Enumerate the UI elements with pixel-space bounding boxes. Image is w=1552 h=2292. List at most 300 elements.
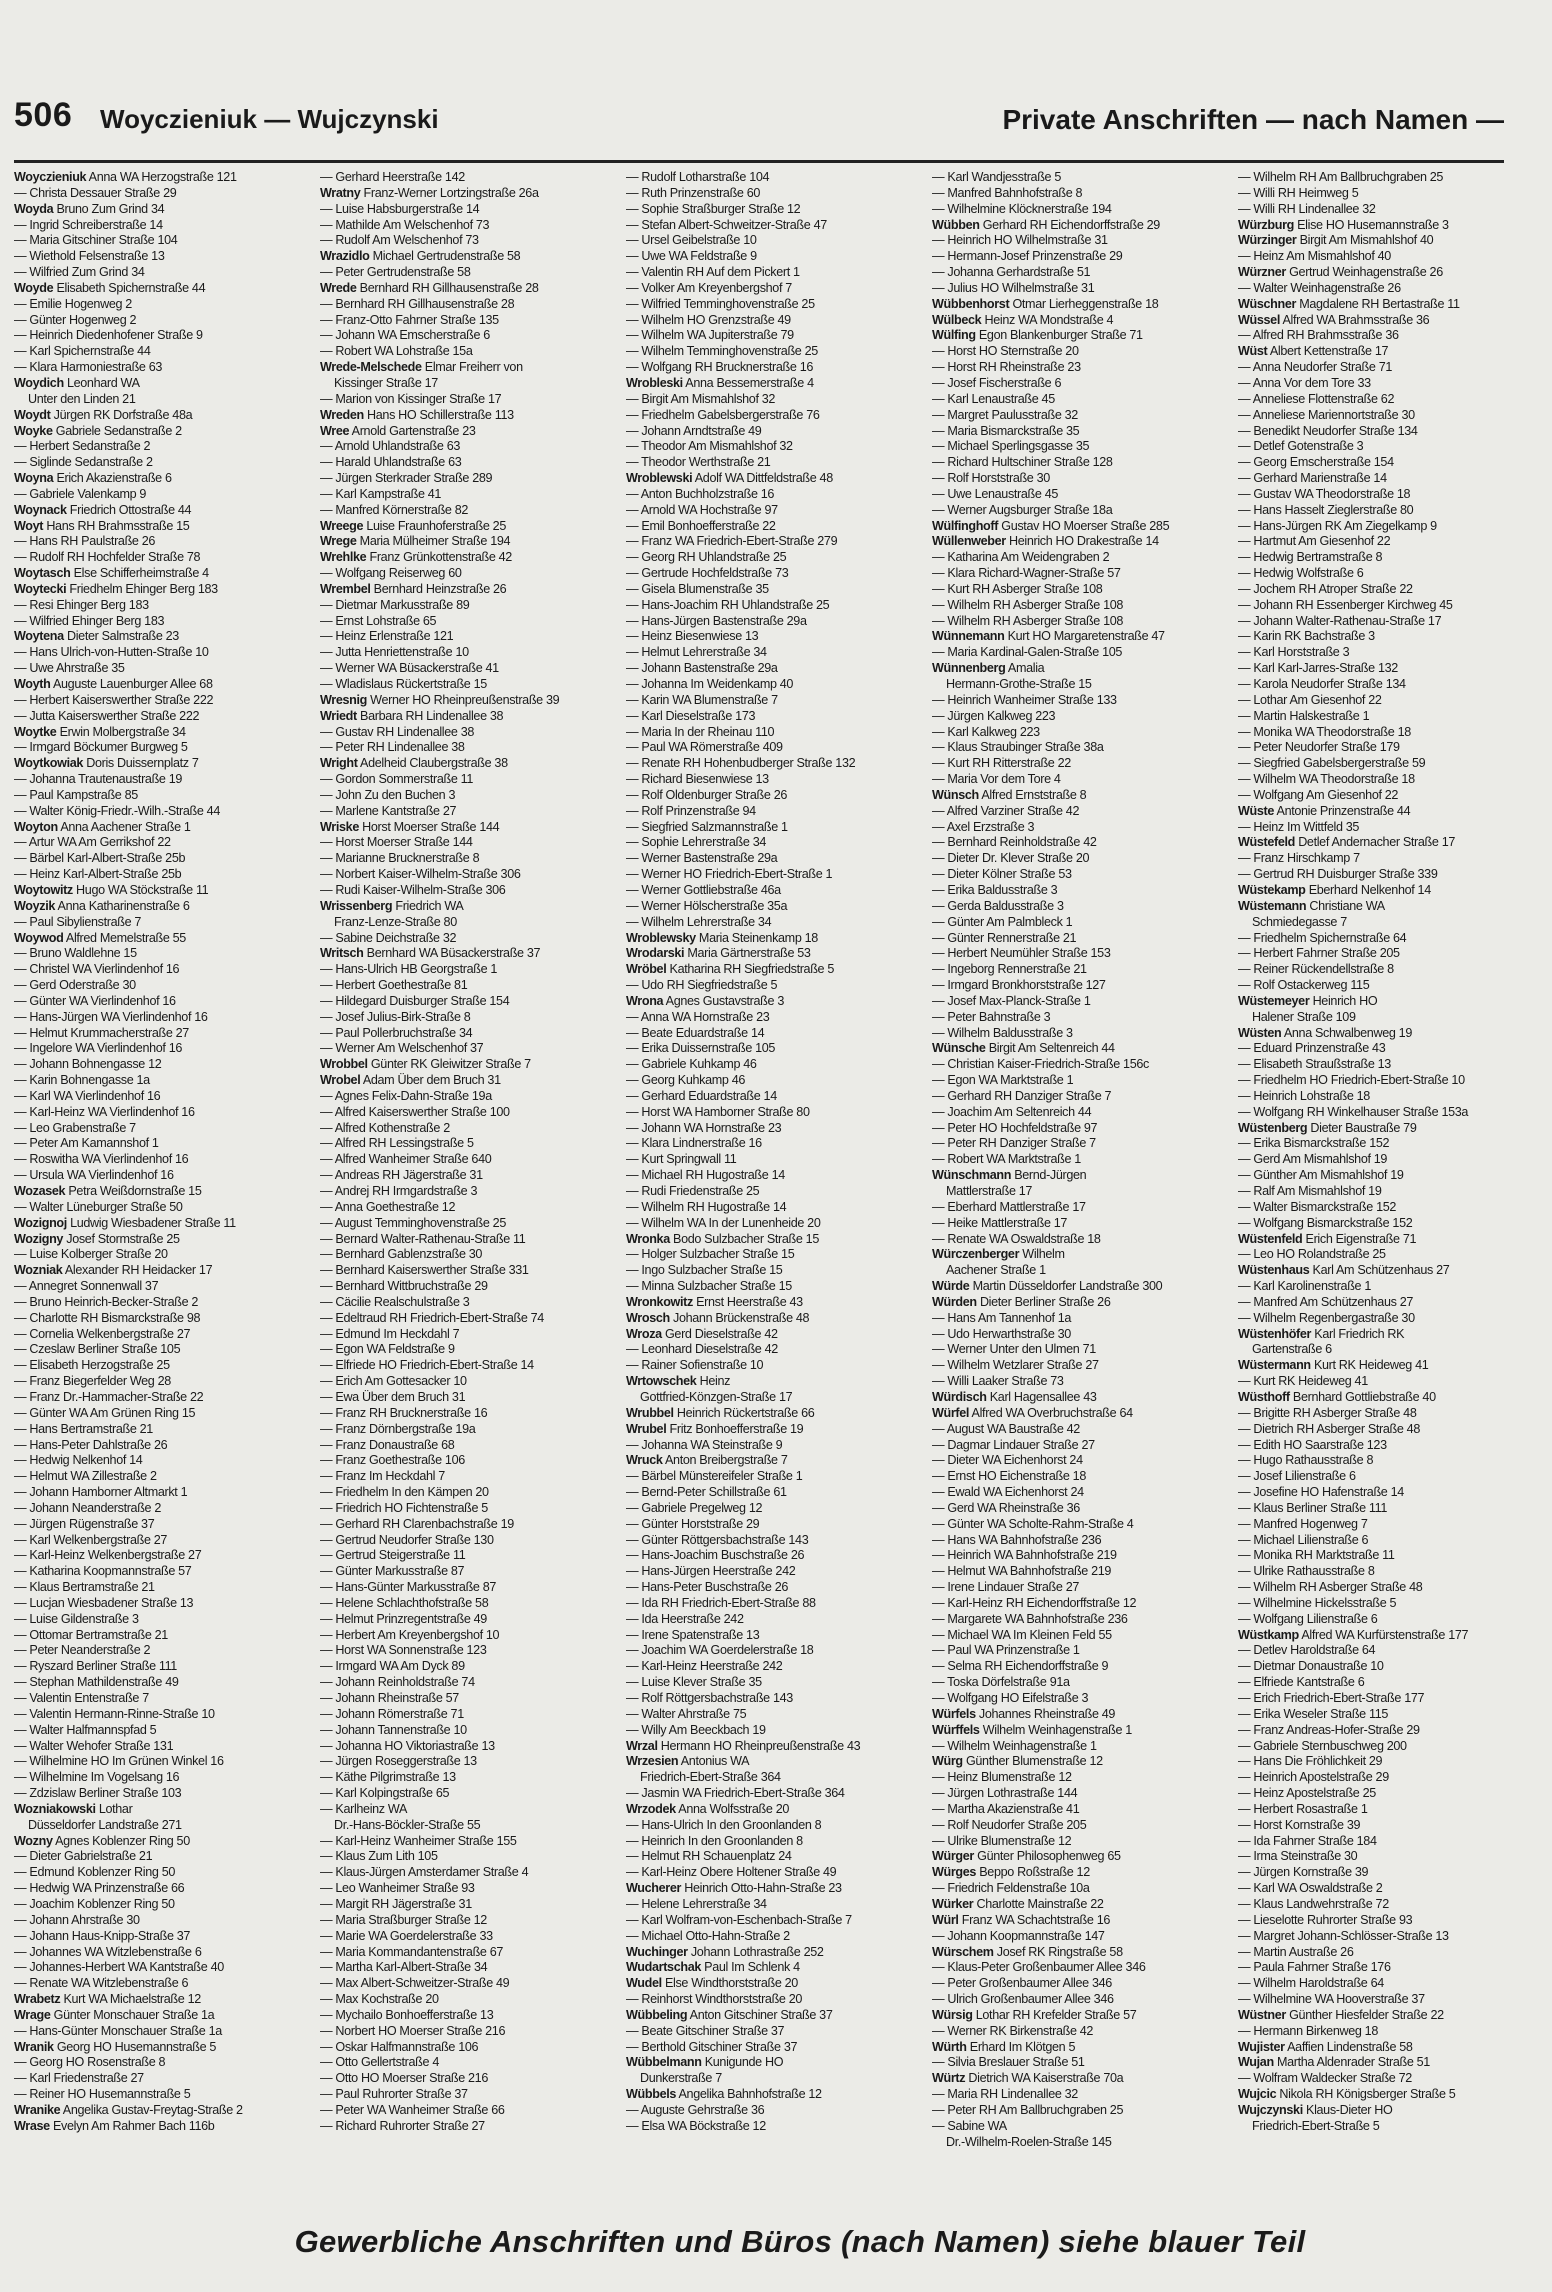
directory-entry: [932, 1232, 1238, 1248]
entry-text: — Maria Straßburger Straße 12: [320, 1912, 487, 1927]
directory-entry: [320, 487, 626, 503]
entry-text: Dieter Berliner Straße 26: [979, 1294, 1111, 1309]
entry-text: — Franz Biegerfelder Weg 28: [14, 1374, 171, 1389]
entry-text: — Wilhelm HO Grenzstraße 49: [626, 312, 791, 327]
directory-entry: [320, 1216, 626, 1232]
surname: Würth: [932, 2039, 967, 2054]
entry-text: — Erika Baldusstraße 3: [932, 882, 1058, 897]
entry-text: Kissinger Straße 17: [334, 375, 438, 390]
entry-text: — Herbert Kaiserswerther Straße 222: [14, 692, 214, 707]
directory-column-3: [626, 170, 932, 2210]
surname: Würczenberger: [932, 1247, 1020, 1262]
directory-entry: [932, 1929, 1238, 1945]
entry-text: Evelyn Am Rahmer Bach 116b: [52, 2118, 215, 2133]
surname-entry: [932, 2071, 1238, 2087]
surname-entry: [1238, 218, 1544, 234]
directory-entry: [932, 1628, 1238, 1644]
directory-entry: [1238, 1723, 1544, 1739]
entry-text: — Günter Röttgersbachstraße 143: [626, 1532, 809, 1547]
entry-text: — Gerhard RH Danziger Straße 7: [932, 1088, 1112, 1103]
surname-entry: [14, 677, 320, 693]
entry-text: — Wilhelmine HO Im Grünen Winkel 16: [14, 1754, 224, 1769]
directory-entry: [932, 487, 1238, 503]
directory-entry: [1238, 1453, 1544, 1469]
surname: Woyda: [14, 201, 54, 216]
surname: Wüstemeyer: [1238, 993, 1310, 1008]
entry-text: Hans HO Schillerstraße 113: [367, 407, 514, 422]
directory-entry: [1238, 931, 1544, 947]
entry-text: Maria Gärtnerstraße 53: [687, 946, 811, 961]
entry-text: Hermann-Grothe-Straße 15: [946, 677, 1092, 691]
surname: Wujister: [1238, 2039, 1285, 2054]
directory-entry: [932, 645, 1238, 661]
directory-entry: [14, 1548, 320, 1564]
directory-entry: [320, 1659, 626, 1675]
surname-entry: [320, 899, 626, 915]
surname: Wruck: [626, 1453, 663, 1468]
directory-entry: [14, 740, 320, 756]
entry-text: — Bruno Waldlehne 15: [14, 946, 137, 961]
entry-text: — Karl Spichernstraße 44: [14, 344, 151, 359]
directory-entry: [932, 804, 1238, 820]
entry-text: — Gordon Sommerstraße 11: [320, 772, 474, 787]
surname: Woyton: [14, 819, 58, 834]
directory-entry: [626, 1723, 932, 1739]
entry-text: Hugo WA Stöckstraße 11: [76, 882, 209, 897]
directory-entry: [320, 1295, 626, 1311]
directory-entry: [932, 2055, 1238, 2071]
directory-entry: [932, 408, 1238, 424]
entry-text: — Karin RK Bachstraße 3: [1238, 629, 1375, 644]
directory-entry: [932, 725, 1238, 741]
directory-entry: [626, 550, 932, 566]
entry-text: — Friedrich HO Fichtenstraße 5: [320, 1500, 488, 1515]
directory-entry: [14, 1136, 320, 1152]
surname: Wüstermann: [1238, 1358, 1311, 1373]
directory-entry: [1238, 725, 1544, 741]
entry-text: — Wilhelm WA In der Lunenheide 20: [626, 1215, 821, 1230]
entry-text: Günther Blumenstraße 12: [965, 1754, 1103, 1769]
directory-entry: [932, 962, 1238, 978]
directory-entry: [626, 1438, 932, 1454]
directory-entry: [320, 1327, 626, 1343]
entry-text: Hans RH Brahmsstraße 15: [46, 518, 190, 533]
entry-text: — Gertrud Steigerstraße 11: [320, 1548, 466, 1563]
directory-entry: [626, 1643, 932, 1659]
entry-text: — Leo HO Rolandstraße 25: [1238, 1247, 1386, 1262]
directory-entry: [932, 1263, 1238, 1279]
directory-entry: [320, 1168, 626, 1184]
directory-entry: [14, 1976, 320, 1992]
surname-entry: [932, 1406, 1238, 1422]
entry-text: Alfred Ernststraße 8: [981, 787, 1087, 802]
entry-text: — Paul Ruhrorter Straße 37: [320, 2087, 468, 2102]
entry-text: Aachener Straße 1: [946, 1263, 1046, 1278]
directory-entry: [932, 186, 1238, 202]
directory-entry: [320, 1913, 626, 1929]
entry-text: — Willi Laaker Straße 73: [932, 1374, 1064, 1389]
surname: Wudartschak: [626, 1960, 702, 1975]
surname: Woytkowiak: [14, 756, 84, 771]
surname: Woywod: [14, 930, 64, 945]
directory-entry: [320, 1960, 626, 1976]
entry-text: — Franz RH Brucknerstraße 16: [320, 1405, 488, 1420]
entry-text: Elmar Freiherr von: [424, 360, 523, 375]
entry-text: — Hans Am Tannenhof 1a: [932, 1310, 1072, 1325]
surname-entry: [932, 1865, 1238, 1881]
directory-entry: [14, 1723, 320, 1739]
directory-entry: [932, 693, 1238, 709]
entry-text: — Dietrich RH Asberger Straße 48: [1238, 1421, 1420, 1436]
entry-text: — Richard Biesenwiese 13: [626, 772, 769, 787]
directory-entry: [320, 1232, 626, 1248]
entry-text: — Richard Ruhrorter Straße 27: [320, 2118, 485, 2133]
directory-entry: [320, 1089, 626, 1105]
surname: Wriske: [320, 819, 359, 834]
entry-text: Anna Bessemerstraße 4: [685, 375, 814, 390]
directory-entry: [932, 2024, 1238, 2040]
entry-text: — Hans-Joachim RH Uhlandstraße 25: [626, 597, 830, 612]
directory-entry: [626, 1707, 932, 1723]
entry-text: Kurt HO Margaretenstraße 47: [1007, 629, 1165, 644]
entry-text: — Hans Bertramstraße 21: [14, 1421, 153, 1436]
directory-entry: [626, 614, 932, 630]
directory-entry: [320, 1263, 626, 1279]
directory-entry: [932, 1073, 1238, 1089]
directory-entry: [14, 788, 320, 804]
surname-entry: [932, 661, 1238, 677]
entry-text: — Maria Kardinal-Galen-Straße 105: [932, 645, 1123, 660]
entry-text: — Wladislaus Rückertstraße 15: [320, 677, 487, 691]
entry-text: — Erika Bismarckstraße 152: [1238, 1136, 1390, 1151]
entry-text: — Annegret Sonnenwall 37: [14, 1279, 159, 1294]
surname: Wüste: [1238, 803, 1275, 818]
directory-entry: [626, 1548, 932, 1564]
entry-text: — Karl Wandjesstraße 5: [932, 170, 1062, 184]
entry-text: Anton Gitschiner Straße 37: [689, 2007, 833, 2022]
directory-entry: [320, 772, 626, 788]
surname-entry: [932, 519, 1238, 535]
directory-entry: [626, 709, 932, 725]
entry-text: — Hermann-Josef Prinzenstraße 29: [932, 249, 1123, 264]
surname: Wüst: [1238, 344, 1268, 359]
entry-text: — Andrej RH Irmgardstraße 3: [320, 1184, 478, 1198]
entry-text: — Johann Bastenstraße 29a: [626, 661, 778, 676]
entry-text: — Bernard Walter-Rathenau-Straße 11: [320, 1231, 526, 1246]
directory-entry: [320, 1849, 626, 1865]
entry-text: — Heinz Im Wittfeld 35: [1238, 819, 1360, 834]
entry-text: — Paul WA Römerstraße 409: [626, 740, 783, 755]
entry-text: — Heinz Apostelstraße 25: [1238, 1786, 1376, 1801]
entry-text: — Karin WA Blumenstraße 7: [626, 692, 778, 707]
entry-text: — Jochem RH Atroper Straße 22: [1238, 581, 1413, 596]
directory-entry: [320, 1358, 626, 1374]
directory-entry: [320, 867, 626, 883]
surname-entry: [932, 1168, 1238, 1184]
directory-entry: [320, 1770, 626, 1786]
entry-text: Kurt WA Michaelstraße 12: [63, 1992, 201, 2007]
directory-entry: [626, 582, 932, 598]
directory-entry: [932, 899, 1238, 915]
entry-text: — Edmund Koblenzer Ring 50: [14, 1865, 176, 1880]
surname: Wüsten: [1238, 1025, 1282, 1040]
entry-text: Ludwig Wiesbadener Straße 11: [70, 1215, 236, 1230]
surname: Wrubel: [626, 1421, 667, 1436]
surname-entry: [932, 1707, 1238, 1723]
surname-entry: [14, 519, 320, 535]
surname-entry: [626, 1406, 932, 1422]
entry-text: — Horst Kornstraße 39: [1238, 1817, 1361, 1832]
directory-entry: [320, 439, 626, 455]
entry-text: — Christel WA Vierlindenhof 16: [14, 962, 180, 977]
entry-text: — Anna Vor dem Tore 33: [1238, 375, 1371, 390]
entry-text: Anna Katharinenstraße 6: [57, 898, 190, 913]
surname-entry: [14, 471, 320, 487]
directory-entry: [1238, 1881, 1544, 1897]
directory-entry: [14, 1010, 320, 1026]
directory-entry: [1238, 1342, 1544, 1358]
entry-text: — Herbert Neumühler Straße 153: [932, 946, 1111, 961]
entry-text: — Gerhard Heerstraße 142: [320, 170, 465, 184]
directory-entry: [626, 851, 932, 867]
surname: Würsig: [932, 2007, 973, 2022]
directory-entry: [1238, 1929, 1544, 1945]
entry-text: — Franz WA Friedrich-Ebert-Straße 279: [626, 534, 838, 549]
directory-entry: [14, 598, 320, 614]
directory-entry: [14, 867, 320, 883]
directory-entry: [14, 693, 320, 709]
entry-text: Gerhard RH Eichendorffstraße 29: [982, 217, 1160, 232]
entry-text: — Alfred RH Lessingstraße 5: [320, 1136, 474, 1151]
entry-text: — Hedwig Bertramstraße 8: [1238, 550, 1383, 565]
directory-entry: [320, 629, 626, 645]
directory-entry: [932, 1121, 1238, 1137]
entry-text: — Norbert HO Moerser Straße 216: [320, 2023, 506, 2038]
directory-entry: [320, 1041, 626, 1057]
entry-text: — Friedhelm Spichernstraße 64: [1238, 930, 1407, 945]
entry-text: — Herbert Goethestraße 81: [320, 978, 468, 993]
surname-entry: [932, 297, 1238, 313]
directory-entry: [626, 1580, 932, 1596]
directory-entry: [1238, 1675, 1544, 1691]
directory-entry: [320, 1136, 626, 1152]
entry-text: — Dieter Gabrielstraße 21: [14, 1849, 153, 1864]
entry-text: — Beate Eduardstraße 14: [626, 1025, 765, 1040]
entry-text: — Werner Hölscherstraße 35a: [626, 898, 788, 913]
directory-entry: [1238, 202, 1544, 218]
directory-entry: [626, 740, 932, 756]
surname-entry: [1238, 2040, 1544, 2056]
entry-text: — Karin Bohnengasse 1a: [14, 1073, 150, 1088]
entry-text: Günter Philosophenweg 65: [977, 1849, 1121, 1864]
entry-text: — Ursula WA Vierlindenhof 16: [14, 1168, 174, 1183]
surname-entry: [1238, 2008, 1544, 2024]
entry-text: — Gerd Am Mismahlshof 19: [1238, 1152, 1388, 1167]
entry-text: Erich Eigenstraße 71: [1305, 1231, 1417, 1246]
surname: Wujan: [1238, 2055, 1274, 2070]
entry-text: Barbara RH Lindenallee 38: [360, 708, 504, 723]
directory-entry: [14, 313, 320, 329]
directory-entry: [1238, 1533, 1544, 1549]
entry-text: — Heinrich Lohstraße 18: [1238, 1088, 1370, 1103]
surname-entry: [626, 471, 932, 487]
entry-text: — Ida RH Friedrich-Ebert-Straße 88: [626, 1595, 816, 1610]
surname-entry: [626, 2087, 932, 2103]
directory-entry: [932, 566, 1238, 582]
surname-entry: [14, 170, 320, 186]
entry-text: — Erich Friedrich-Ebert-Straße 177: [1238, 1691, 1425, 1705]
surname-entry: [1238, 1628, 1544, 1644]
directory-entry: [626, 1073, 932, 1089]
surname-entry: [14, 883, 320, 899]
directory-entry: [320, 503, 626, 519]
entry-text: Franz-Lenze-Straße 80: [334, 914, 457, 929]
directory-entry: [320, 1390, 626, 1406]
directory-entry: [932, 376, 1238, 392]
directory-entry: [626, 1136, 932, 1152]
directory-entry: [932, 851, 1238, 867]
entry-text: Bodo Sulzbacher Straße 15: [673, 1231, 819, 1246]
entry-text: Klaus-Dieter HO: [1306, 2102, 1393, 2117]
entry-text: Leonhard WA: [66, 375, 140, 390]
directory-entry: [14, 392, 320, 408]
entry-text: — Heinrich Diedenhofener Straße 9: [14, 328, 203, 343]
entry-text: — Gertrude Hochfeldstraße 73: [626, 566, 789, 581]
entry-text: — Helmut WA Zillestraße 2: [14, 1469, 157, 1484]
surname: Wrona: [626, 993, 664, 1008]
entry-text: — Günter Horststraße 29: [626, 1516, 760, 1531]
directory-entry: [1238, 740, 1544, 756]
directory-entry: [320, 1279, 626, 1295]
directory-entry: [14, 455, 320, 471]
entry-text: — Kurt Springwall 11: [626, 1152, 737, 1167]
directory-entry: [1238, 424, 1544, 440]
entry-text: Gertrud Weinhagenstraße 26: [1289, 265, 1443, 280]
surname-entry: [320, 408, 626, 424]
directory-entry: [320, 1184, 626, 1200]
entry-text: Amalia: [1007, 661, 1045, 676]
entry-text: — Wilhelmine Hickelsstraße 5: [1238, 1595, 1397, 1610]
surname-entry: [320, 582, 626, 598]
directory-entry: [14, 1422, 320, 1438]
entry-text: — Karlheinz WA: [320, 1801, 408, 1816]
entry-text: — Dieter Kölner Straße 53: [932, 867, 1072, 882]
directory-entry: [932, 1786, 1238, 1802]
directory-entry: [626, 598, 932, 614]
directory-entry: [626, 1501, 932, 1517]
directory-entry: [320, 1342, 626, 1358]
directory-entry: [626, 1390, 932, 1406]
directory-entry: [320, 1976, 626, 1992]
directory-entry: [320, 2008, 626, 2024]
entry-text: — Michael Lilienstraße 6: [1238, 1532, 1369, 1547]
entry-text: — Peter Großenbaumer Allee 346: [932, 1976, 1112, 1991]
entry-text: — Hans-Peter Buschstraße 26: [626, 1580, 789, 1595]
surname: Wrage: [14, 2007, 51, 2022]
entry-text: Luise Fraunhoferstraße 25: [366, 518, 506, 533]
directory-entry: [626, 1834, 932, 1850]
directory-entry: [1238, 756, 1544, 772]
surname-entry: [14, 1992, 320, 2008]
entry-text: — Peter Bahnstraße 3: [932, 1009, 1051, 1024]
surname: Wrubbel: [626, 1405, 674, 1420]
surname: Wozniak: [14, 1263, 63, 1278]
entry-text: — Willi RH Lindenallee 32: [1238, 201, 1376, 216]
entry-text: Alfred WA Brahmsstraße 36: [1282, 312, 1430, 327]
surname-entry: [1238, 1358, 1544, 1374]
entry-text: — Gerd WA Rheinstraße 36: [932, 1500, 1080, 1515]
directory-entry: [932, 1089, 1238, 1105]
directory-entry: [626, 1992, 932, 2008]
entry-text: — Karl Karolinenstraße 1: [1238, 1279, 1371, 1294]
entry-text: — Anton Buchholzstraße 16: [626, 486, 775, 501]
entry-text: — Johann WA Emscherstraße 6: [320, 328, 490, 343]
directory-entry: [320, 1422, 626, 1438]
surname: Wrzesien: [626, 1754, 679, 1769]
entry-text: — Heinz Blumenstraße 12: [932, 1770, 1072, 1785]
directory-entry: [320, 2055, 626, 2071]
entry-text: — Klara Lindnerstraße 16: [626, 1136, 762, 1151]
directory-entry: [932, 1152, 1238, 1168]
directory-entry: [14, 534, 320, 550]
entry-text: — Josef Max-Planck-Straße 1: [932, 993, 1091, 1008]
directory-entry: [14, 1342, 320, 1358]
directory-entry: [932, 170, 1238, 186]
surname: Wozny: [14, 1833, 53, 1848]
surname: Wright: [320, 756, 358, 771]
directory-entry: [320, 233, 626, 249]
entry-text: — Karl WA Oswaldstraße 2: [1238, 1881, 1383, 1896]
directory-entry: [14, 1960, 320, 1976]
page-header: [14, 96, 1504, 140]
entry-text: — Klaus-Jürgen Amsterdamer Straße 4: [320, 1865, 529, 1880]
directory-entry: [320, 170, 626, 186]
directory-entry: [320, 661, 626, 677]
directory-entry: [14, 1818, 320, 1834]
entry-text: — Anna Neudorfer Straße 71: [1238, 360, 1393, 375]
directory-entry: [932, 867, 1238, 883]
entry-text: Antonius WA: [680, 1754, 750, 1769]
directory-entry: [320, 725, 626, 741]
surname: Wroza: [626, 1326, 662, 1341]
directory-entry: [14, 1659, 320, 1675]
directory-entry: [626, 170, 932, 186]
entry-text: — Johann Rheinstraße 57: [320, 1691, 459, 1705]
entry-text: Magdalene RH Bertastraße 11: [1299, 296, 1460, 311]
directory-entry: [320, 1818, 626, 1834]
entry-text: — Eduard Prinzenstraße 43: [1238, 1041, 1386, 1056]
entry-text: — Hildegard Duisburger Straße 154: [320, 993, 510, 1008]
entry-text: Werner HO Rheinpreußenstraße 39: [370, 692, 560, 707]
directory-entry: [320, 297, 626, 313]
entry-text: — Robert WA Marktstraße 1: [932, 1152, 1081, 1167]
directory-entry: [626, 1628, 932, 1644]
entry-text: — Marion von Kissinger Straße 17: [320, 391, 502, 406]
entry-text: Michael Gertrudenstraße 58: [372, 249, 521, 264]
entry-text: — Helmut WA Bahnhofstraße 219: [932, 1564, 1112, 1579]
entry-text: — Karl-Heinz Heerstraße 242: [626, 1659, 783, 1674]
surname-entry: [1238, 899, 1544, 915]
directory-entry: [320, 328, 626, 344]
directory-entry: [320, 344, 626, 360]
entry-text: — Otto HO Moerser Straße 216: [320, 2071, 488, 2086]
directory-entry: [1238, 1913, 1544, 1929]
directory-entry: [932, 1422, 1238, 1438]
entry-text: — Josef Julius-Birk-Straße 8: [320, 1009, 471, 1024]
directory-entry: [14, 1533, 320, 1549]
directory-entry: [626, 297, 932, 313]
entry-text: — Volker Am Kreyenbergshof 7: [626, 280, 792, 295]
